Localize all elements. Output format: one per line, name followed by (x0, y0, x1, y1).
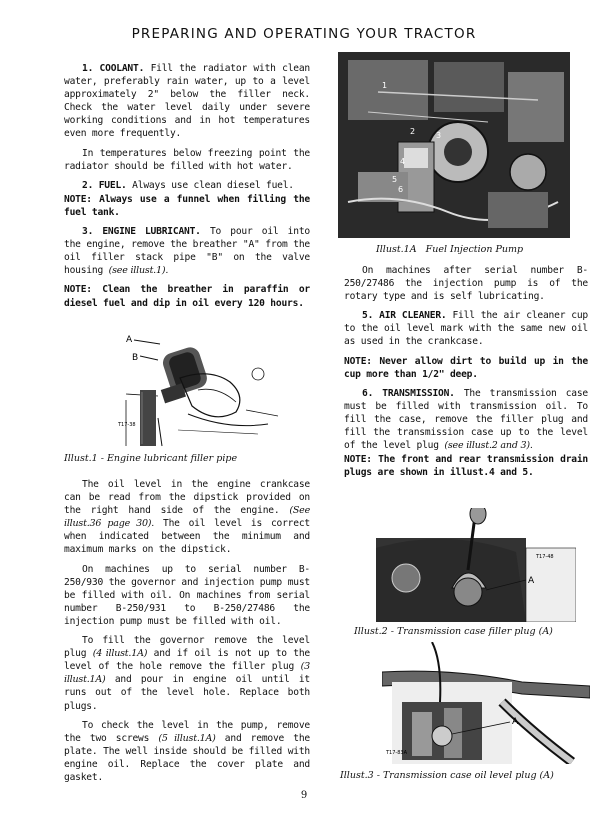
fuel-note: NOTE: Always use a funnel when filling the fuel tank. (64, 193, 310, 218)
illust-3-caption: Illust.3 - Transmission case oil level plug (A) (340, 770, 554, 781)
crankcase-ref: (See illust.36 page 30). (64, 505, 310, 530)
fig1a-num-1: 1 (382, 81, 388, 90)
illust-2-figure (376, 508, 576, 622)
fig2-code: T17-48 (536, 554, 554, 560)
illust-1a-caption: Illust.1A Fuel Injection Pump (376, 244, 524, 255)
crankcase-text-2: The oil level is correct when indicated between the minimum and maximum marks on the dipstick. (64, 518, 310, 556)
fig1-code: T17-38 (118, 422, 136, 428)
fig2-label-a: A (528, 576, 535, 586)
page-title: PREPARING AND OPERATING YOUR TRACTOR (131, 26, 477, 42)
crankcase-text: The oil level in the engine crankcase can be read from the dipstick provided on the right hand side of the engine. (64, 479, 310, 517)
temperature-paragraph: In temperatures below freezing point the radiator should be filled with hot water. (64, 147, 310, 172)
transmission-ref: (see illust.2 and 3). (444, 440, 533, 452)
illust-1-caption: Illust.1 - Engine lubricant filler pipe (64, 453, 238, 464)
lubricant-note: NOTE: Clean the breather in paraffin or diesel fuel and dip in oil every 120 hours. (64, 284, 310, 309)
left-column-top (64, 62, 310, 316)
coolant-heading: 1. COOLANT. (82, 63, 145, 74)
page-number: 9 (300, 790, 308, 801)
lubricant-heading: 3. ENGINE LUBRICANT. (82, 226, 201, 238)
fig3-label-a: A (512, 717, 519, 727)
fig1a-num-2: 2 (410, 127, 416, 136)
fig1a-num-6: 6 (398, 185, 404, 194)
governor-text-3: and pour in engine oil until it runs out of the level hole. Replace both plugs. (64, 674, 310, 712)
illust-3-figure (382, 642, 590, 764)
fuel-text: Always use clean diesel fuel. (126, 179, 294, 191)
rotary-paragraph: On machines after serial number B-250/27486 the injection pump is of the rotary type and is self lubricating. (344, 265, 588, 303)
pump-paragraph (64, 719, 310, 784)
coolant-paragraph (64, 62, 310, 141)
fig1a-num-4: 4 (400, 157, 406, 166)
transmission-heading: 6. TRANSMISSION. (362, 387, 455, 399)
lubricant-paragraph (64, 225, 310, 277)
transmission-text: The transmission case must be filled with transmission oil. To fill the case, remove the filler plug and fill the transmission case up to the level of the level plug (344, 387, 589, 452)
governor-ref-2: (3 illust.1A) (64, 661, 310, 686)
lubricant-ref: (see illust.1). (108, 265, 169, 277)
fuel-heading: 2. FUEL. (82, 179, 127, 191)
air-cleaner-note: NOTE: Never allow dirt to build up in the cup more than 1/2" deep. (344, 355, 588, 380)
fuel-paragraph (64, 179, 310, 192)
fig1a-num-5: 5 (392, 175, 398, 184)
fig1-label-a: A (126, 335, 133, 345)
pump-text: To check the level in the pump, remove the two screws (64, 719, 310, 744)
transmission-paragraph (344, 387, 588, 452)
lubricant-text: To pour oil into the engine, remove the breather "A" from the oil filler stack pipe "B" on the valve housing (64, 226, 310, 277)
right-column (344, 264, 588, 485)
coolant-text: Fill the radiator with clean water, preferably rain water, up to a level approximately 2" below the filler neck. Check the water level daily under severe working conditions and in hot temperatures even more frequently. (64, 63, 311, 140)
air-cleaner-heading: 5. AIR CLEANER. (362, 310, 447, 322)
machines-paragraph: On machines up to serial number B-250/930 the governor and injection pump must be filled with oil. On machines from serial number B-250/931 to B-250/27486 the injection pump must be filled with oil. (64, 563, 310, 627)
pump-ref: (5 illust.1A) (158, 732, 216, 744)
transmission-note: NOTE: The front and rear transmission drain plugs are shown in illust.4 and 5. (344, 454, 588, 479)
crankcase-paragraph (64, 478, 310, 557)
governor-text-2: and if oil is not up to the level of the hole remove the filler plug (64, 648, 310, 673)
fig1a-num-3: 3 (436, 131, 442, 140)
governor-ref-1: (4 illust.1A) (92, 648, 148, 660)
illust-1-figure (118, 330, 308, 448)
fig1-label-b: B (132, 353, 139, 363)
illust-2-caption: Illust.2 - Transmission case filler plug (A) (354, 626, 553, 637)
left-column-bottom (64, 478, 310, 790)
pump-text-2: and remove the plate. The well inside should be filled with engine oil. Replace the cover plate and gasket. (64, 732, 311, 783)
fig3-code: T17-83A (386, 750, 408, 756)
air-cleaner-text: Fill the air cleaner cup to the oil level mark with the same new oil as used in the crankcase. (344, 310, 588, 348)
illust-1a-figure (338, 52, 570, 238)
governor-paragraph (64, 634, 310, 713)
governor-text: To fill the governor remove the level plug (64, 635, 310, 660)
air-cleaner-paragraph (344, 309, 588, 348)
